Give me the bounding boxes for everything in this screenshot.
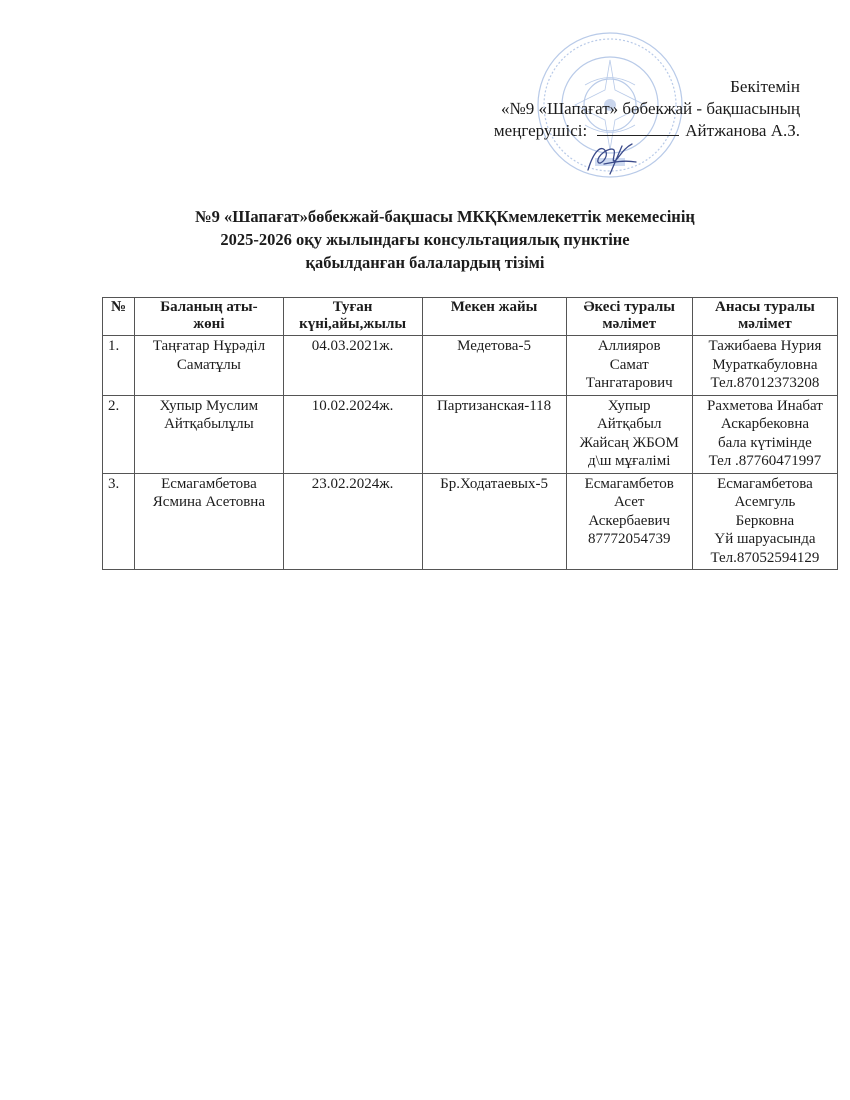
title-line-3: қабылданған балалардың тізімі (305, 253, 545, 272)
cell-text: Есмагамбетова (717, 475, 813, 492)
header-text: № (111, 299, 127, 315)
cell-text: Аллияров (597, 338, 661, 354)
cell-birth-date: 04.03.2021ж. (283, 336, 422, 396)
approval-heading: Бекітемін (730, 77, 800, 96)
cell-text: Үй шаруасында (714, 531, 816, 547)
cell-birth-date: 23.02.2024ж. (283, 473, 422, 570)
header-address (422, 298, 566, 336)
table-header-row (103, 298, 838, 336)
cell-text: Асет (613, 494, 645, 510)
cell-number: 2. (103, 395, 135, 473)
cell-father-info (566, 473, 692, 570)
header-text: Баланың аты- (160, 299, 258, 315)
header-child-name (135, 298, 284, 336)
header-mother-info (692, 298, 837, 336)
table-row (103, 473, 838, 570)
header-number (103, 298, 135, 336)
cell-text: Тангатарович (585, 375, 673, 391)
header-father-info (566, 298, 692, 336)
cell-text: Саматұлы (176, 356, 241, 373)
cell-father-info (566, 336, 692, 396)
cell-text: Есмагамбетов (584, 475, 674, 492)
cell-child-name (135, 473, 284, 570)
approval-organization: «№9 «Шапағат» бөбекжай - бақшасының (501, 99, 800, 118)
cell-text: Тел .87760471997 (708, 453, 822, 469)
cell-number: 3. (103, 473, 135, 570)
cell-child-name (135, 395, 284, 473)
header-birth-date (283, 298, 422, 336)
cell-text: бала күтімінде (718, 434, 812, 451)
header-text: мәлімет (602, 316, 657, 332)
header-text: Анасы туралы (714, 299, 815, 315)
cell-text: Таңғатар Нұрәділ (152, 338, 266, 354)
cell-text: Тел.87012373208 (710, 375, 820, 391)
cell-text: Айтқабыл (596, 416, 662, 432)
approval-signatory-line (494, 120, 800, 142)
title-line-1: №9 «Шапағат»бөбекжай-бақшасы МКҚКмемлекеттік мекемесінің (195, 207, 695, 226)
cell-text: Ясмина Асетовна (152, 494, 265, 510)
header-text: күні,айы,жылы (299, 316, 407, 332)
cell-text: 87772054739 (587, 531, 671, 547)
cell-text: д\ш мұғалімі (588, 453, 671, 469)
cell-text: Берковна (735, 512, 795, 529)
cell-mother-info (692, 473, 837, 570)
header-text: Туған (332, 299, 373, 315)
cell-address: Бр.Ходатаевых-5 (422, 473, 566, 570)
cell-text: Тел.87052594129 (710, 549, 820, 566)
header-text: Мекен жайы (450, 299, 538, 315)
handwritten-signature (580, 140, 640, 176)
header-text: мәлімет (738, 316, 792, 332)
cell-text: Хупыр Муслим (159, 397, 259, 414)
cell-text: Хупыр (607, 397, 651, 414)
header-text: жөні (193, 316, 225, 332)
cell-number: 1. (103, 336, 135, 396)
cell-text: Есмагамбетова (161, 475, 257, 492)
cell-father-info (566, 395, 692, 473)
table-row (103, 395, 838, 473)
cell-child-name (135, 336, 284, 396)
document-title (0, 205, 850, 274)
header-text: Әкесі туралы (583, 299, 675, 315)
approval-block (494, 76, 800, 142)
cell-text: Мураткабуловна (712, 356, 818, 373)
approval-name: Айтжанова А.З. (685, 121, 800, 140)
cell-address: Медетова-5 (422, 336, 566, 396)
title-line-2: 2025-2026 оқу жылындағы консультациялық пунктіне (220, 230, 630, 249)
cell-text: Жайсаң ЖБОМ (579, 434, 679, 451)
children-list-table (102, 297, 838, 570)
cell-text: Айтқабылұлы (164, 416, 254, 432)
table-row (103, 336, 838, 396)
cell-birth-date: 10.02.2024ж. (283, 395, 422, 473)
cell-text: Рахметова Инабат (707, 397, 823, 414)
cell-text: Аскербаевич (588, 512, 671, 529)
cell-address: Партизанская-118 (422, 395, 566, 473)
cell-mother-info (692, 395, 837, 473)
cell-text: Тажибаева Нурия (708, 338, 822, 354)
cell-text: Аскарбековна (720, 416, 810, 432)
cell-mother-info (692, 336, 837, 396)
signature-line (597, 121, 679, 136)
cell-text: Асемгуль (734, 494, 796, 510)
approval-role-label: меңгерушісі: (493, 121, 588, 140)
cell-text: Самат (609, 356, 649, 373)
